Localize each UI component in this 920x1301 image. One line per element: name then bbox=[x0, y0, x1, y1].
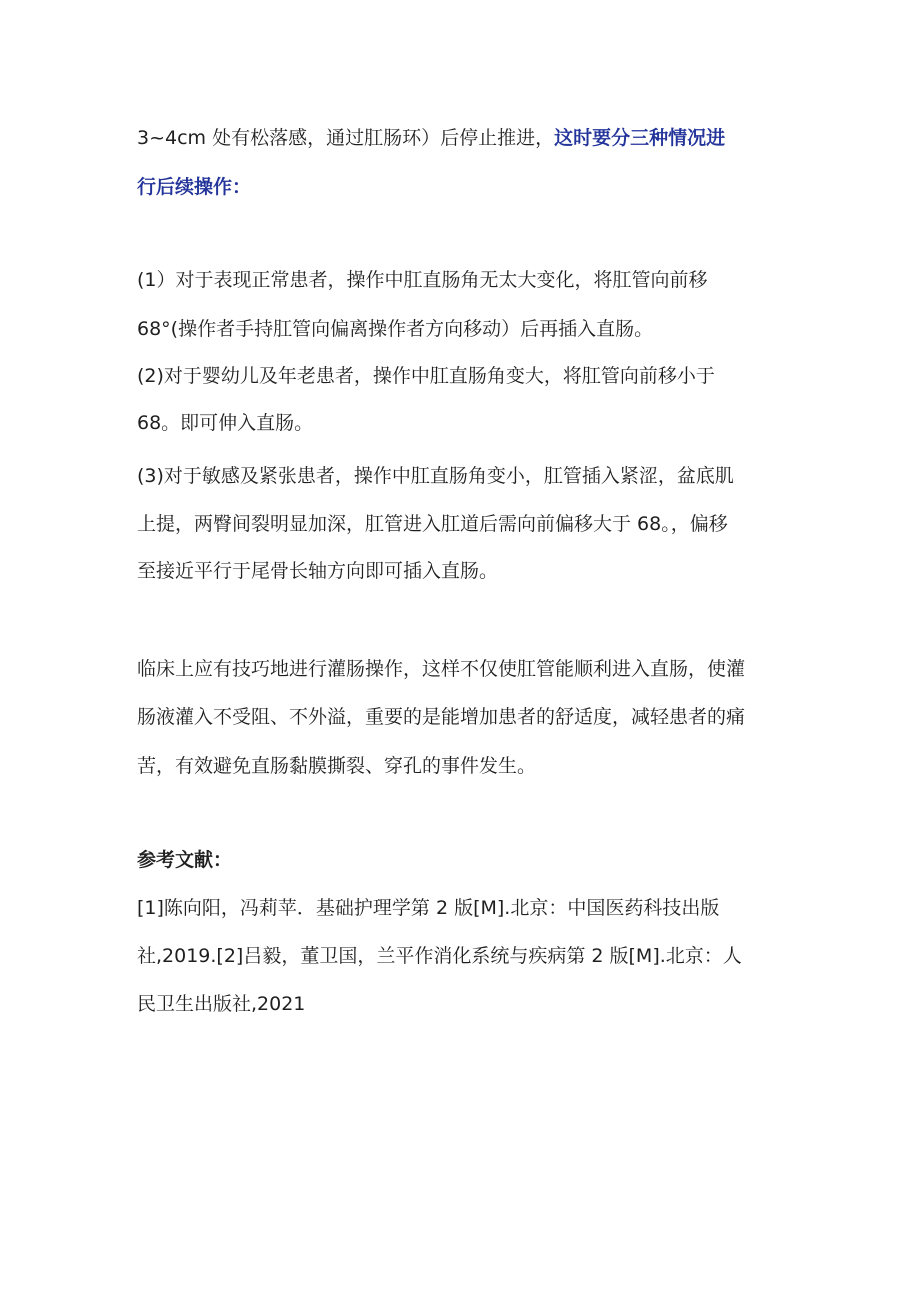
conclusion-line-3: 苦，有效避免直肠黏膜撕裂、穿孔的事件发生。 bbox=[137, 755, 537, 777]
intro-line-1 bbox=[137, 128, 788, 150]
intro-emphasis-continued: 行后续操作： bbox=[137, 176, 252, 198]
intro-text: 3~4cm 处有松落感，通过肛肠环）后停止推进， bbox=[137, 127, 555, 149]
item-3-line-2: 上提，两臀间裂明显加深，肛管进入肛道后需向前偏移大于 68。，偏移 bbox=[137, 513, 728, 535]
reference-line-1: [1]陈向阳，冯莉苹．基础护理学第 2 版[M].北京：中国医药科技出版 bbox=[137, 897, 720, 919]
conclusion-line-2: 肠液灌入不受阻、不外溢，重要的是能增加患者的舒适度，减轻患者的痛 bbox=[137, 706, 746, 728]
item-3-line-3: 至接近平行于尾骨长轴方向即可插入直肠。 bbox=[137, 560, 499, 582]
reference-line-2: 社,2019.[2]吕毅，董卫国，兰平作消化系统与疾病第 2 版[M].北京：人 bbox=[137, 945, 742, 967]
item-3-line-1: (3)对于敏感及紧张患者，操作中肛直肠角变小，肛管插入紧涩，盆底肌 bbox=[137, 465, 734, 487]
intro-emphasis: 这时要分三种情况进 bbox=[554, 127, 726, 149]
conclusion-line-1: 临床上应有技巧地进行灌肠操作，这样不仅使肛管能顺利进入直肠，使灌 bbox=[137, 658, 746, 680]
reference-line-3: 民卫生出版社,2021 bbox=[137, 993, 306, 1015]
item-1-line-2: 68°(操作者手持肛管向偏离操作者方向移动）后再插入直肠。 bbox=[137, 318, 654, 340]
references-title: 参考文献： bbox=[137, 849, 233, 871]
item-2-line-2: 68。即可伸入直肠。 bbox=[137, 412, 314, 434]
item-1-line-1: (1）对于表现正常患者，操作中肛直肠角无太大变化，将肛管向前移 bbox=[137, 269, 708, 291]
item-2-line-1: (2)对于婴幼儿及年老患者，操作中肛直肠角变大，将肛管向前移小于 bbox=[137, 365, 715, 387]
